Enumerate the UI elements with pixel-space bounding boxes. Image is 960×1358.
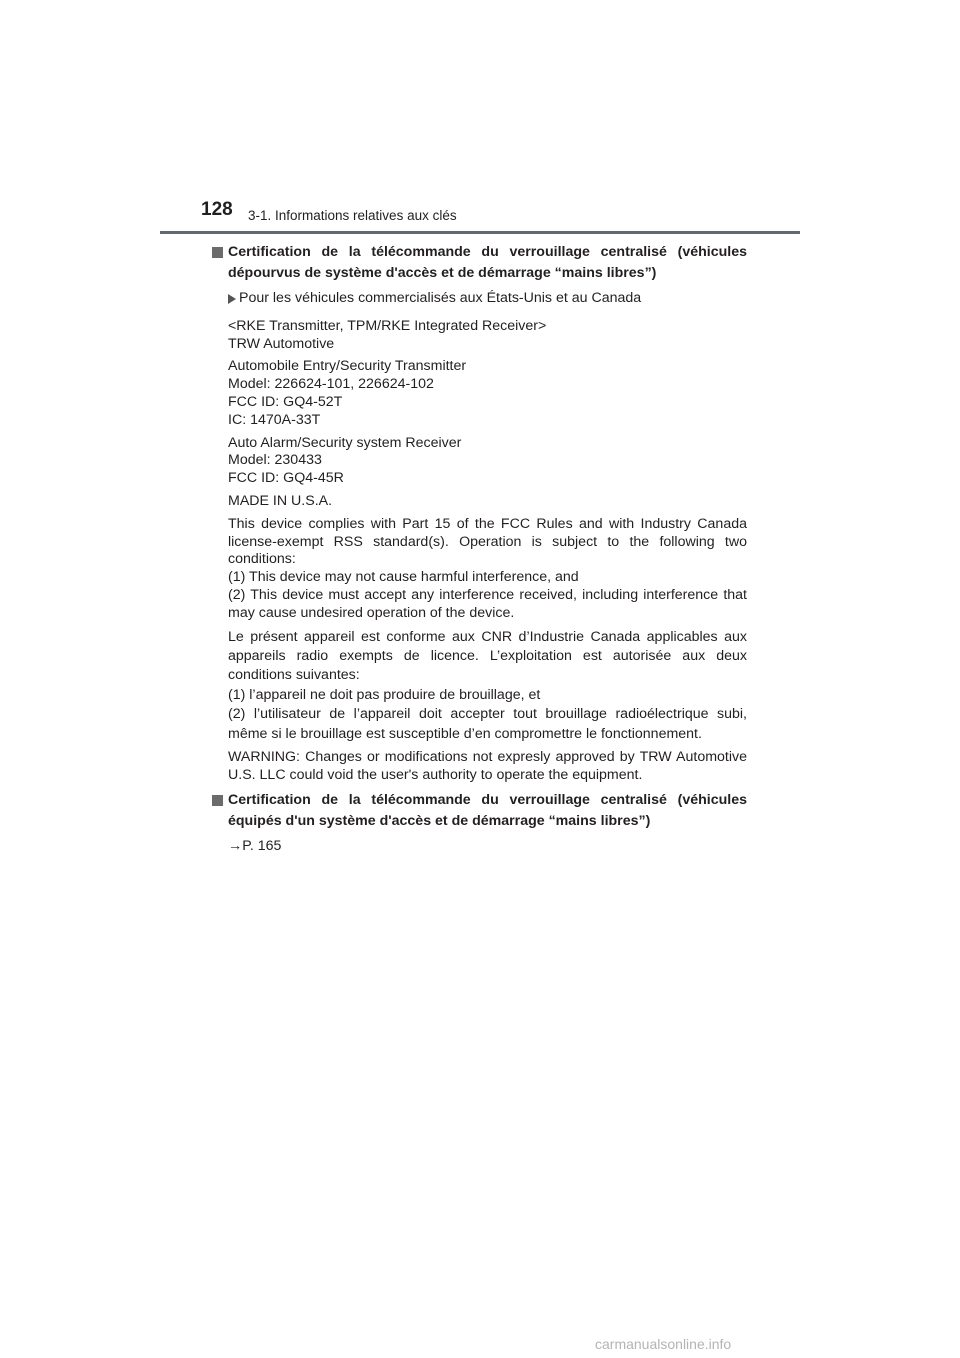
receiver-model: Model: 230433: [228, 452, 322, 469]
chapter-title: 3-1. Informations relatives aux clés: [248, 208, 457, 223]
cnr-condition-2: (2) l’utilisateur de l’appareil doit accepter tout brouillage radioélectrique subi, même si le brouillage est susceptible d’en compromettre le fonctionnement.: [228, 706, 747, 742]
cnr-compliance-paragraph: [228, 628, 747, 744]
transmitter-block: [228, 358, 747, 429]
transmitter-model: Model: 226624-101, 226624-102: [228, 376, 434, 393]
fcc-intro: This device complies with Part 15 of the FCC Rules and with Industry Canada license-exempt RSS standard(s). Operation is subject to the following two conditions:: [228, 515, 747, 568]
market-bullet: [228, 290, 747, 308]
section-heading-text: Certification de la télécommande du verrouillage centralisé (véhicules équipés d'un système d'accès et de démarrage “mains libres”): [228, 791, 747, 829]
watermark: carmanualsonline.info: [595, 1336, 732, 1352]
transmitter-fcc-id: FCC ID: GQ4-52T: [228, 393, 343, 410]
market-bullet-text: Pour les véhicules commercialisés aux États-Unis et au Canada: [239, 290, 642, 306]
header-rule: [160, 231, 800, 234]
cnr-condition-1: (1) l’appareil ne doit pas produire de brouillage, et: [228, 686, 541, 703]
made-in-text: MADE IN U.S.A.: [228, 492, 333, 509]
transmitter-ic: IC: 1470A-33T: [228, 411, 321, 428]
receiver-label: <RKE Transmitter, TPM/RKE Integrated Receiver>: [228, 317, 547, 334]
cnr-intro: Le présent appareil est conforme aux CNR d’Industrie Canada applicables aux appareils radio exempts de licence. L’exploitation est autorisée aux deux conditions suivantes:: [228, 628, 747, 684]
receiver-fcc-id: FCC ID: GQ4-45R: [228, 470, 344, 487]
section-square-icon: [212, 795, 223, 806]
warning-paragraph: WARNING: Changes or modifications not expresly approved by TRW Automotive U.S. LLC could void the user's authority to operate the equipment.: [228, 748, 747, 783]
page-content: [212, 242, 747, 855]
manufacturer-name: TRW Automotive: [228, 335, 335, 352]
receiver-name: Auto Alarm/Security system Receiver: [228, 434, 462, 451]
fcc-condition-2: (2) This device must accept any interference received, including interference that may cause undesired operation of the device.: [228, 586, 747, 621]
page-header: [160, 198, 800, 234]
triangle-bullet-icon: [228, 294, 236, 304]
made-in-block: [228, 493, 747, 511]
fcc-compliance-paragraph: [228, 516, 747, 623]
section-heading-text: Certification de la télécommande du verrouillage centralisé (véhicules dépourvus de système d'accès et de démarrage “mains libres”): [228, 244, 747, 281]
section-heading-smart-key: [212, 790, 747, 832]
page-reference-link[interactable]: →P. 165: [228, 837, 282, 854]
section-square-icon: [212, 247, 223, 258]
fcc-condition-1: (1) This device may not cause harmful interference, and: [228, 569, 579, 586]
receiver-block: [228, 435, 747, 488]
page-number: 128: [201, 199, 233, 220]
transmitter-name: Automobile Entry/Security Transmitter: [228, 358, 467, 375]
section-heading-rke: [212, 242, 747, 284]
manufacturer-block: [228, 318, 747, 354]
